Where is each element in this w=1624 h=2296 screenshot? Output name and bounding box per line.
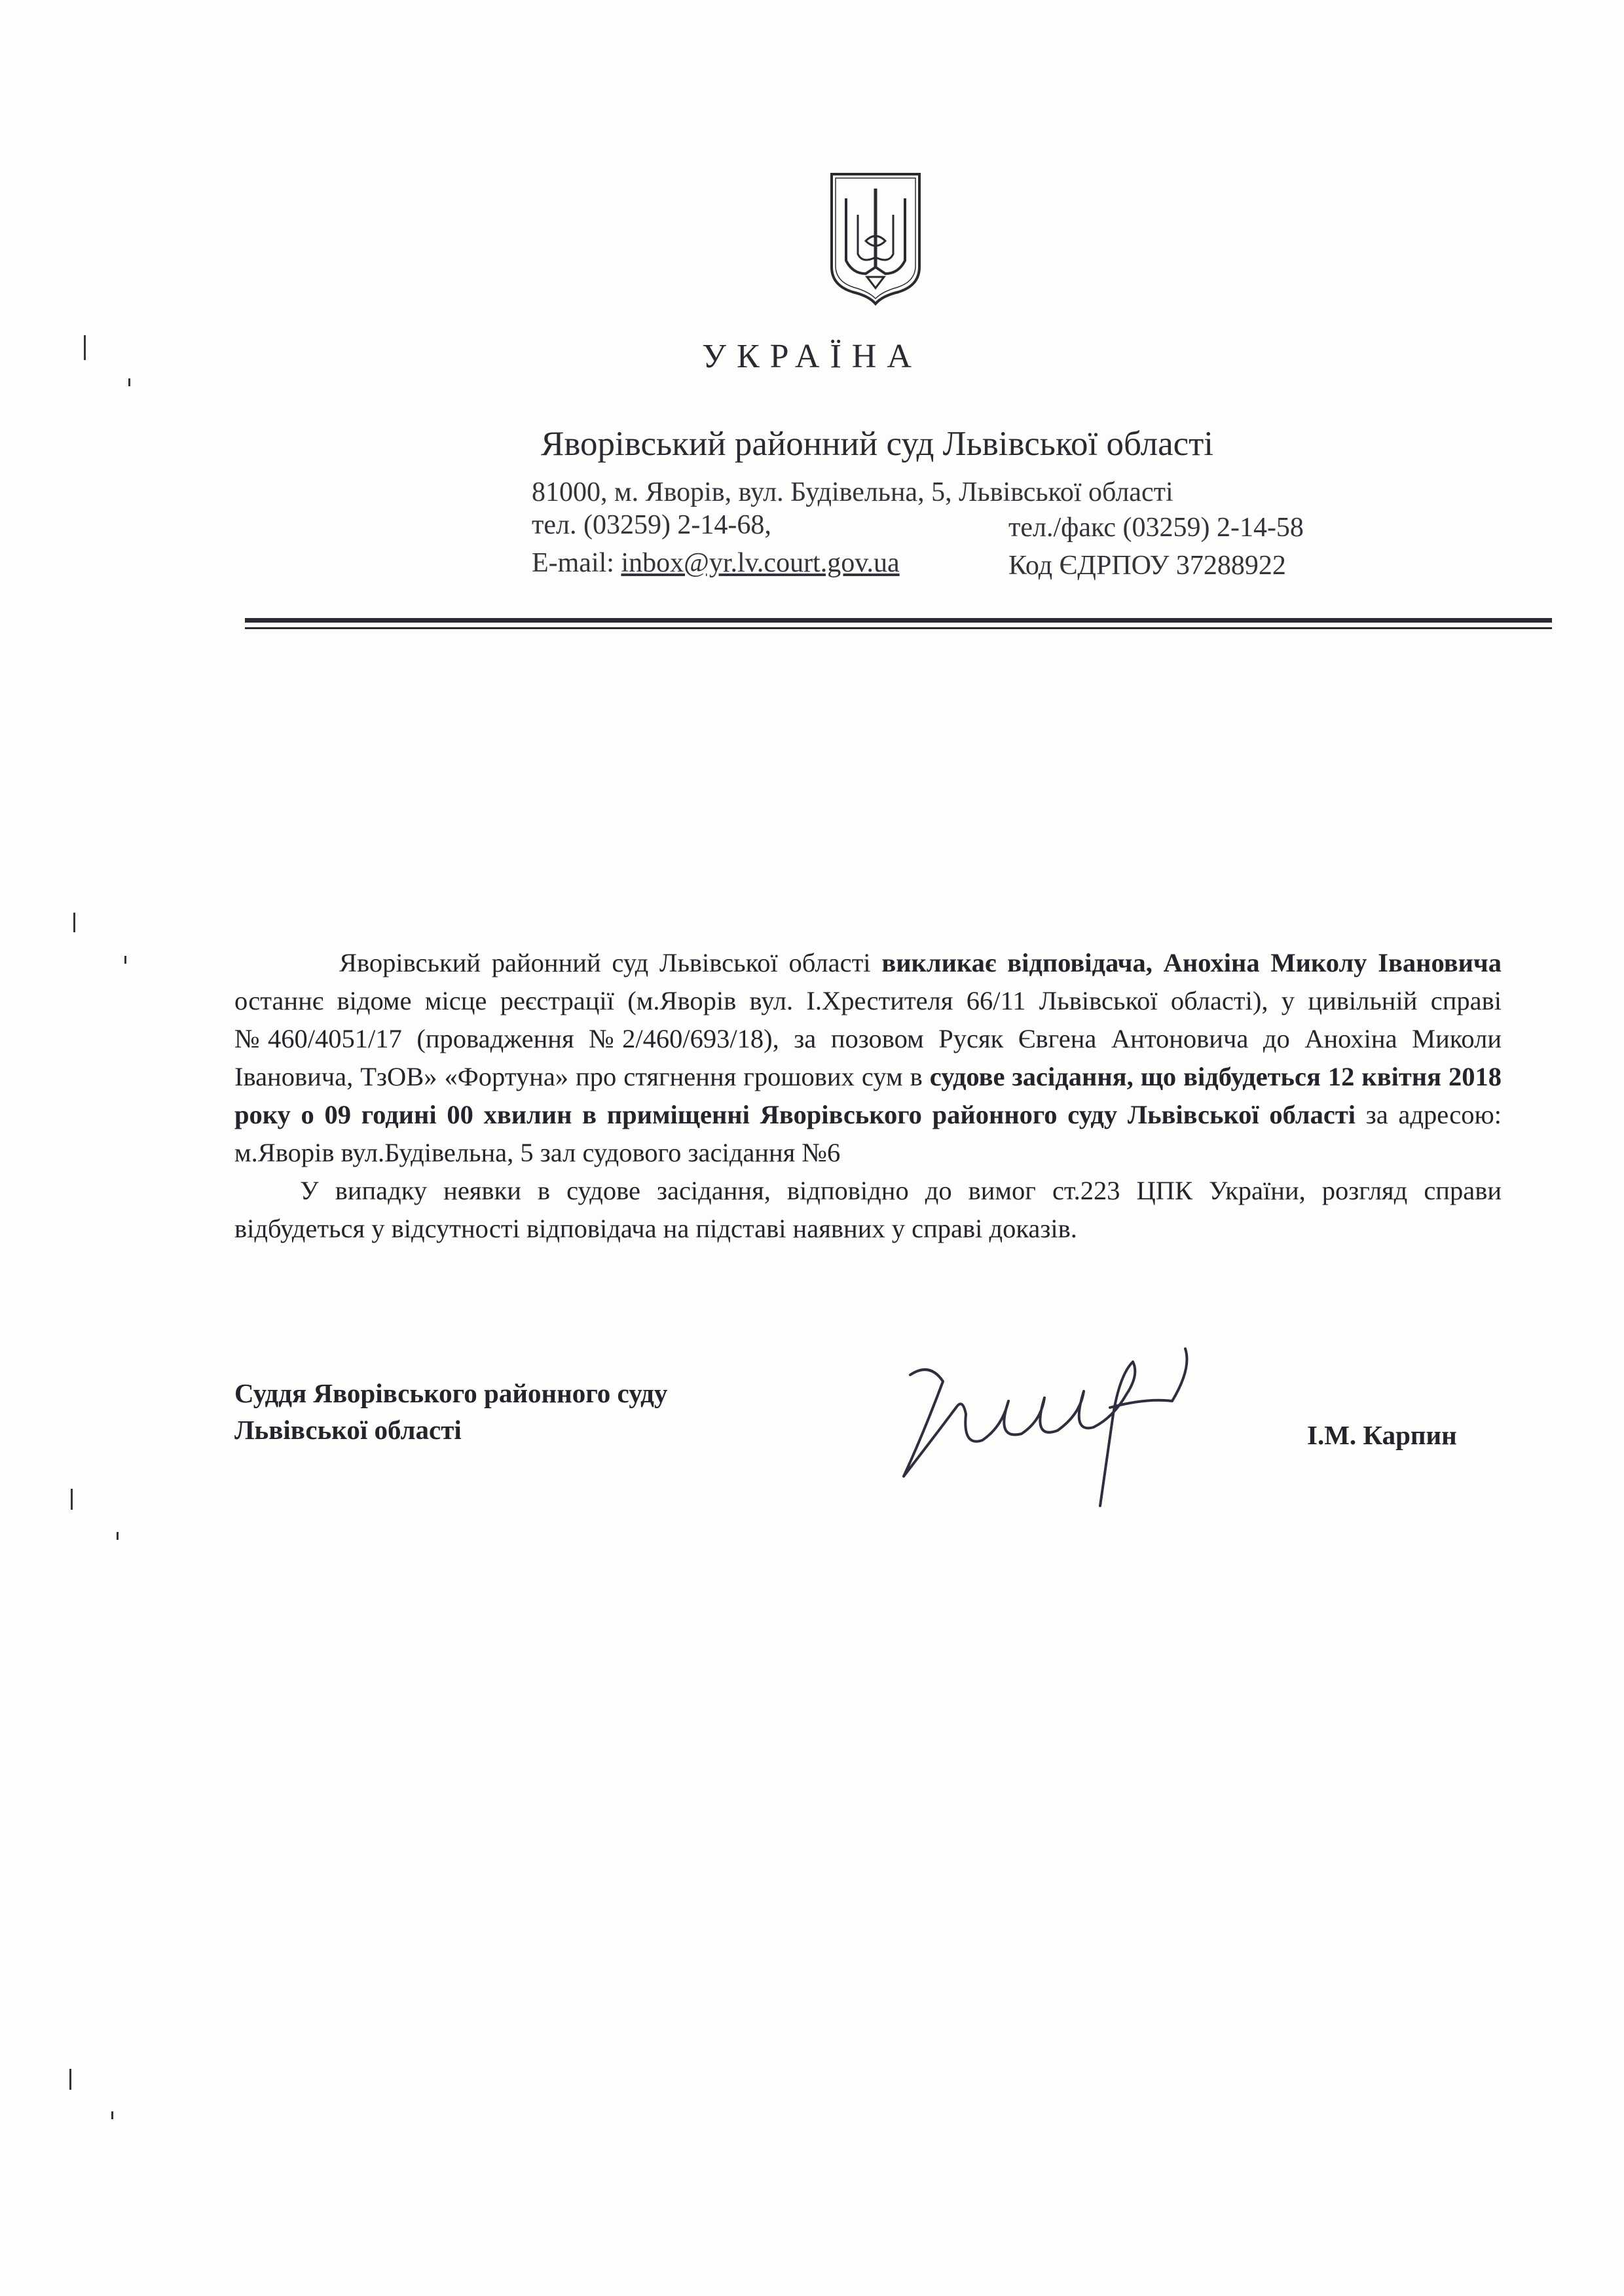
scan-mark xyxy=(73,913,75,932)
header-rule-thin xyxy=(245,627,1552,629)
header-rule-thick xyxy=(245,618,1552,623)
country-title: УКРАЇНА xyxy=(702,338,922,375)
hearing-details: судове засідання, що відбудеться 12 квітня 2018 року о 09 годині 00 хвилин в приміщенні Яворівського районного суду Львівської області xyxy=(234,1062,1502,1129)
judge-title-line-2: Львівської області xyxy=(234,1415,462,1445)
court-address: 81000, м. Яворів, вул. Будівельна, 5, Львівської області xyxy=(532,477,1173,507)
summons-text xyxy=(234,944,1502,1248)
text-span: Яворівський районний суд Львівської області xyxy=(339,948,882,977)
court-edrpou: Код ЄДРПОУ 37288922 xyxy=(1008,551,1286,581)
scan-mark xyxy=(69,2069,71,2090)
scan-mark xyxy=(117,1532,119,1540)
scan-mark xyxy=(128,378,130,386)
court-name: Яворівський районний суд Львівської області xyxy=(541,425,1214,463)
court-email-line xyxy=(532,547,900,579)
email-label: E-mail: xyxy=(532,548,614,578)
handwritten-signature xyxy=(884,1336,1225,1519)
judge-title-line-1: Суддя Яворівського районного суду xyxy=(234,1378,668,1408)
scan-mark xyxy=(84,335,86,360)
text-span: за адресою: м.Яворів вул.Будівельна, 5 зал судового засідання №6 xyxy=(234,1100,1502,1167)
judge-title xyxy=(234,1375,667,1448)
scan-mark xyxy=(111,2111,113,2119)
summons-paragraph-1 xyxy=(234,944,1502,1172)
court-fax: тел./факс (03259) 2-14-58 xyxy=(1008,513,1304,543)
email-link[interactable]: inbox@yr.lv.court.gov.ua xyxy=(621,548,900,578)
defendant-name: викликає відповідача, Анохіна Миколу Івановича xyxy=(881,948,1502,977)
court-phone: тел. (03259) 2-14-68, xyxy=(532,510,771,540)
scan-mark xyxy=(71,1489,73,1510)
summons-paragraph-2: У випадку неявки в судове засідання, відповідно до вимог ст.223 ЦПК України, розгляд справи відбудеться у відсутності відповідача на підставі наявних у справі доказів. xyxy=(234,1176,1502,1243)
judge-name: І.М. Карпин xyxy=(1307,1420,1457,1450)
coat-of-arms-icon xyxy=(826,169,925,306)
scan-mark xyxy=(124,956,126,964)
text-span: останнє відоме місце реєстрації (м.Яворів вул. І.Хрестителя 66/11 Львівської області), у цивільній справі №460/4051/17 (провадження №2/460/693/18), за позовом Русяк Євгена Антоновича до Анохіна Миколи Івановича, ТзОВ» «Фортуна» про стягнення грошових сум в xyxy=(234,986,1502,1091)
